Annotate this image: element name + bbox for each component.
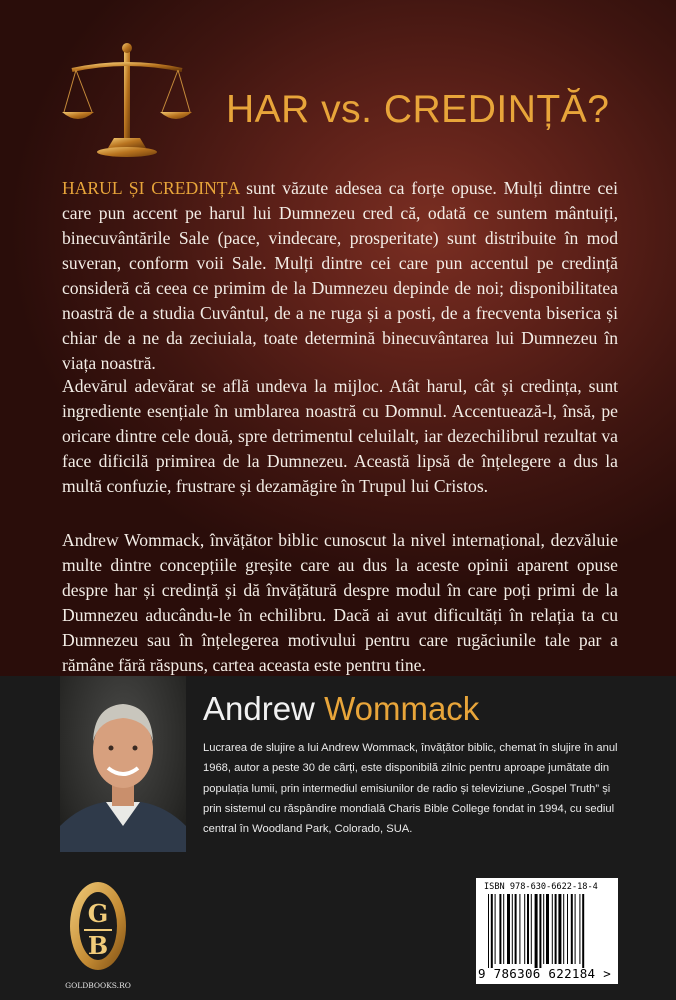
goldbooks-logo [56,878,140,994]
barcode-bar [527,894,529,964]
barcode-bar [543,894,544,964]
barcode-bar [495,894,496,964]
barcode-bar [558,894,561,964]
barcode-bar [491,894,493,968]
barcode-bar [555,894,557,964]
publisher-name: GOLDBOOKS.RO [65,981,131,990]
barcode-bar [507,894,510,964]
blurb-paragraph-1-text: sunt văzute adesea ca forțe opuse. Mulți dintre cei care pun accent pe harul lui Dumnezeu cred că, odată ce suntem mântuiți, binecuvântările Sale (pace, vindecare, prosperitate) sunt distribuite în mod suveran, conform voii Sale. Mulți dintre cei care pun accentul pe credință consideră că ceea ce primim de la Dumnezeu depinde de noi; disponibilitatea noastră de a studia Cuvântul, de a ne ruga și a posti, de a frecventa biserica și chiar de a ne da zeciuiala, toate determină binecuvântarea lui Dumnezeu în viața noastră. [62,178,618,373]
barcode-bar [524,894,525,964]
barcode-bar [531,894,532,964]
author-first-name: Andrew [203,690,315,727]
author-portrait-icon [60,676,186,852]
blurb-paragraph-3: Andrew Wommack, învățător biblic cunoscut la nivel internațional, dezvăluie multe dintre concepțiile greșite care au dus la aceste opinii aparent opuse despre har și credință și dă învățătură despre modul în care poți primi de la Dumnezeu aducându-le în echilibru. Dacă ai avut dificultăți în relația ta cu Dumnezeu sau în înțelegerea motivului pentru care rugăciunile tale par a rămâne fără răspuns, cartea aceasta este pentru tine. [62,530,618,675]
barcode-bar [582,894,584,968]
barcode-bar [571,894,573,964]
barcode-bar [546,894,549,964]
barcode-bar [567,894,568,964]
barcode-digits: 9 786306 622184 > [478,966,612,981]
logo-letter-g: G [87,899,109,928]
barcode-bar [535,894,538,968]
isbn-label: ISBN 978-630-6622-18-4 [484,882,598,892]
author-last-name: Wommack [324,690,480,727]
barcode-bar [539,894,541,968]
blurb-lead-phrase: HARUL ȘI CREDINȚA [62,178,240,198]
isbn-barcode [476,878,618,984]
scales-of-justice-icon [62,40,192,160]
barcode-bar [512,894,513,964]
author-name [203,690,479,728]
barcode-bar [552,894,553,964]
barcode-bar [499,894,501,964]
barcode-bar [519,894,520,964]
barcode-bar [579,894,580,964]
barcode-bar [515,894,517,964]
barcode-bar [575,894,576,964]
logo-letter-b: B [87,931,109,960]
blurb-paragraph-1 [62,176,618,376]
barcode-bar [488,894,489,968]
barcode-bar [563,894,564,964]
author-bio: Lucrarea de slujire a lui Andrew Wommack, învățător biblic, chemat în slujire în anul 1968, autor a peste 30 de cărți, este disponibilă zilnic pentru aproape jumătate din populația lumii, prin intermediul emisiunilor de radio și televiziune „Gospel Truth” și prin sistemul cu răspândire mondială Charis Bible College fondat in 1994, cu sediul central în Woodland Park, Colorado, SUA. [203,742,618,836]
author-photo [60,676,186,852]
book-title: HAR vs. CREDINȚĂ? [226,88,610,131]
barcode-bar [503,894,504,964]
blurb-paragraph-2: Adevărul adevărat se află undeva la mijloc. Atât harul, cât și credința, sunt ingrediente esențiale în umblarea noastră cu Domnul. Accentuează-l, însă, pe oricare dintre cele două, spre detrimentul celuilalt, iar dezechilibrul rezultat va face dificilă primirea de la Dumnezeu. Această lipsă de înțelegere a dus la multă confuzie, frustrare și dezamăgire în Trupul lui Cristos. [62,376,618,496]
